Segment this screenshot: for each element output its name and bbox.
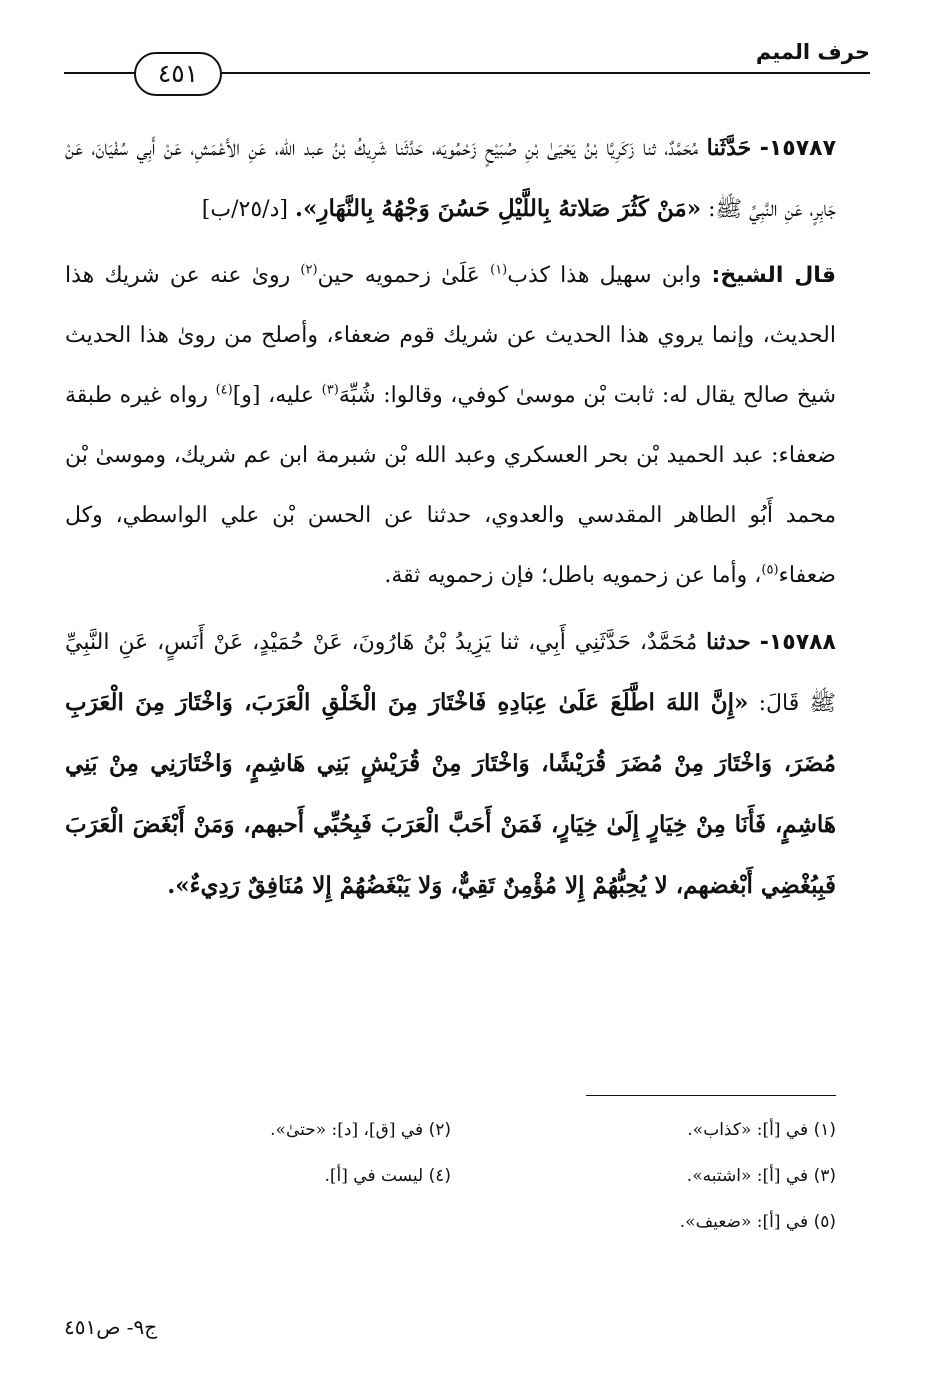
commentary-text: عَلَىٰ زحمويه حين	[317, 263, 480, 288]
hadith-number: ١٥٧٨٨-	[759, 630, 836, 655]
footnote-3	[451, 1153, 836, 1199]
footnote-separator	[586, 1095, 836, 1096]
hadith-matn: «إِنَّ اللهَ اطَّلَعَ عَلَىٰ عِبَادِهِ فَاخْتَارَ مِنَ الْخَلْقِ الْعَرَبَ، وَاخْتَارَ مِنَ الْعَرَبِ مُضَرَ، وَاخْتَارَ مِنْ مُضَرَ قُرَيْشًا، وَاخْتَارَ مِنْ قُرَيْشٍ بَنِي هَاشِمٍ، وَاخْتَارَنِي مِنْ بَنِي هَاشِمٍ، فَأَنَا مِنْ خِيَارٍ إِلَىٰ خِيَارٍ، فَمَنْ أَحَبَّ الْعَرَبَ فَبِحُبِّي أَحبهم، وَمَنْ أَبْغَضَ الْعَرَبَ فَبِبُغْضِي أَبْغضهم، لا يُحِبُّهُمْ إِلا مُؤْمِنٌ تَقِيٌّ، وَلا يَبْغَضُهُمْ إِلا مُنَافِقٌ رَدِيءٌ».	[65, 689, 836, 899]
footnote-text: في [أ]: «اشتبه».	[686, 1166, 809, 1186]
hadith-number: ١٥٧٨٧-	[759, 136, 837, 161]
volume-page-signature: ج٩- ص٤٥١	[64, 1315, 158, 1339]
footnote-mark: (٤)	[428, 1166, 451, 1186]
hadith-opening: حَدَّثَنا	[706, 135, 752, 161]
footnote-4	[66, 1153, 451, 1199]
footnote-row	[66, 1107, 836, 1153]
commentary-text: ، وأما عن زحمويه باطل؛ فإن زحمويه ثقة.	[384, 563, 762, 588]
commentary-label: قال الشيخ:	[711, 263, 836, 288]
footnote-ref-1[interactable]: (١)	[490, 262, 508, 278]
sheikh-commentary	[65, 246, 836, 606]
footnote-mark: (٣)	[813, 1166, 836, 1186]
page-number-badge: ٤٥١	[134, 52, 222, 96]
main-text	[65, 118, 836, 917]
page-header	[64, 40, 870, 90]
hadith-15787	[65, 118, 836, 240]
footnote-mark: (٢)	[428, 1120, 451, 1140]
footnote-mark: (١)	[813, 1120, 836, 1140]
footnote-ref-3[interactable]: (٣)	[321, 382, 339, 398]
commentary-text: عليه، [و]	[232, 383, 315, 408]
hadith-chain: مُحَمَّدٌ، ثنا زَكَرِيَّا بْنُ يَحْيَىٰ بْنِ صُبَيْحٍ زَحْمُويَه، حَدَّثَنا شَرِيكُ بْنُ عبد الله، عَنِ الأَعْمَشِ، عَنْ أَبِي سُفْيَانَ، عَنْ جَابِرٍ، عَنِ النَّبِيِّ ﷺ:	[65, 136, 836, 222]
footnotes	[66, 1107, 836, 1245]
manuscript-ref: [د/٢٥/ب]	[201, 197, 288, 222]
hadith-matn: «مَنْ كَثُرَ صَلاتهُ بِاللَّيْلِ حَسُنَ وَجْهُهُ بِالنَّهَارِ».	[294, 195, 702, 222]
footnote-text: في [أ]: «ضعيف».	[679, 1212, 809, 1232]
footnote-2	[66, 1107, 451, 1153]
footnote-row	[66, 1199, 836, 1245]
commentary-text: رواه غيره طبقة ضعفاء: عبد الحميد بْن بحر العسكري وعبد الله بْن شبرمة ابن عم شريك، وموسىٰ بْن محمد أَبُو الطاهر المقدسي والعدوي، حدثنا عن الحسن بْن علي الواسطي، وكل ضعفاء	[65, 383, 836, 588]
footnote-mark: (٥)	[813, 1212, 836, 1232]
footnote-ref-4[interactable]: (٤)	[215, 382, 233, 398]
commentary-text: روىٰ عنه عن شريك هذا الحديث، وإنما يروي هذا الحديث عن شريك قوم ضعفاء، وأصلح من روىٰ هذا الحديث شيخ صالح يقال له: ثابت بْن موسىٰ كوفي، وقالوا: شُبِّهَ	[65, 263, 837, 408]
hadith-15788	[65, 612, 836, 917]
footnote-ref-5[interactable]: (٥)	[761, 562, 779, 578]
hadith-chain: مُحَمَّدٌ، حَدَّثَنِي أَبِي، ثنا يَزِيدُ بْنُ هَارُونَ، عَنْ حُمَيْدٍ، عَنْ أَنَسٍ، عَنِ النَّبِيِّ ﷺ قَالَ:	[65, 630, 836, 716]
hadith-opening: حدثنا	[706, 629, 751, 655]
commentary-text: وابن سهيل هذا كذب	[507, 263, 702, 288]
footnote-row	[66, 1153, 836, 1199]
running-head-title: حرف الميم	[755, 40, 870, 64]
footnote-text: في [أ]: «كذاب».	[687, 1120, 809, 1140]
footnote-text: في [ق]، [د]: «حتىٰ».	[270, 1120, 424, 1140]
footnote-text: ليست في [أ].	[324, 1166, 424, 1186]
footnote-5	[446, 1199, 836, 1245]
footnote-1	[451, 1107, 836, 1153]
footnote-ref-2[interactable]: (٢)	[300, 262, 318, 278]
